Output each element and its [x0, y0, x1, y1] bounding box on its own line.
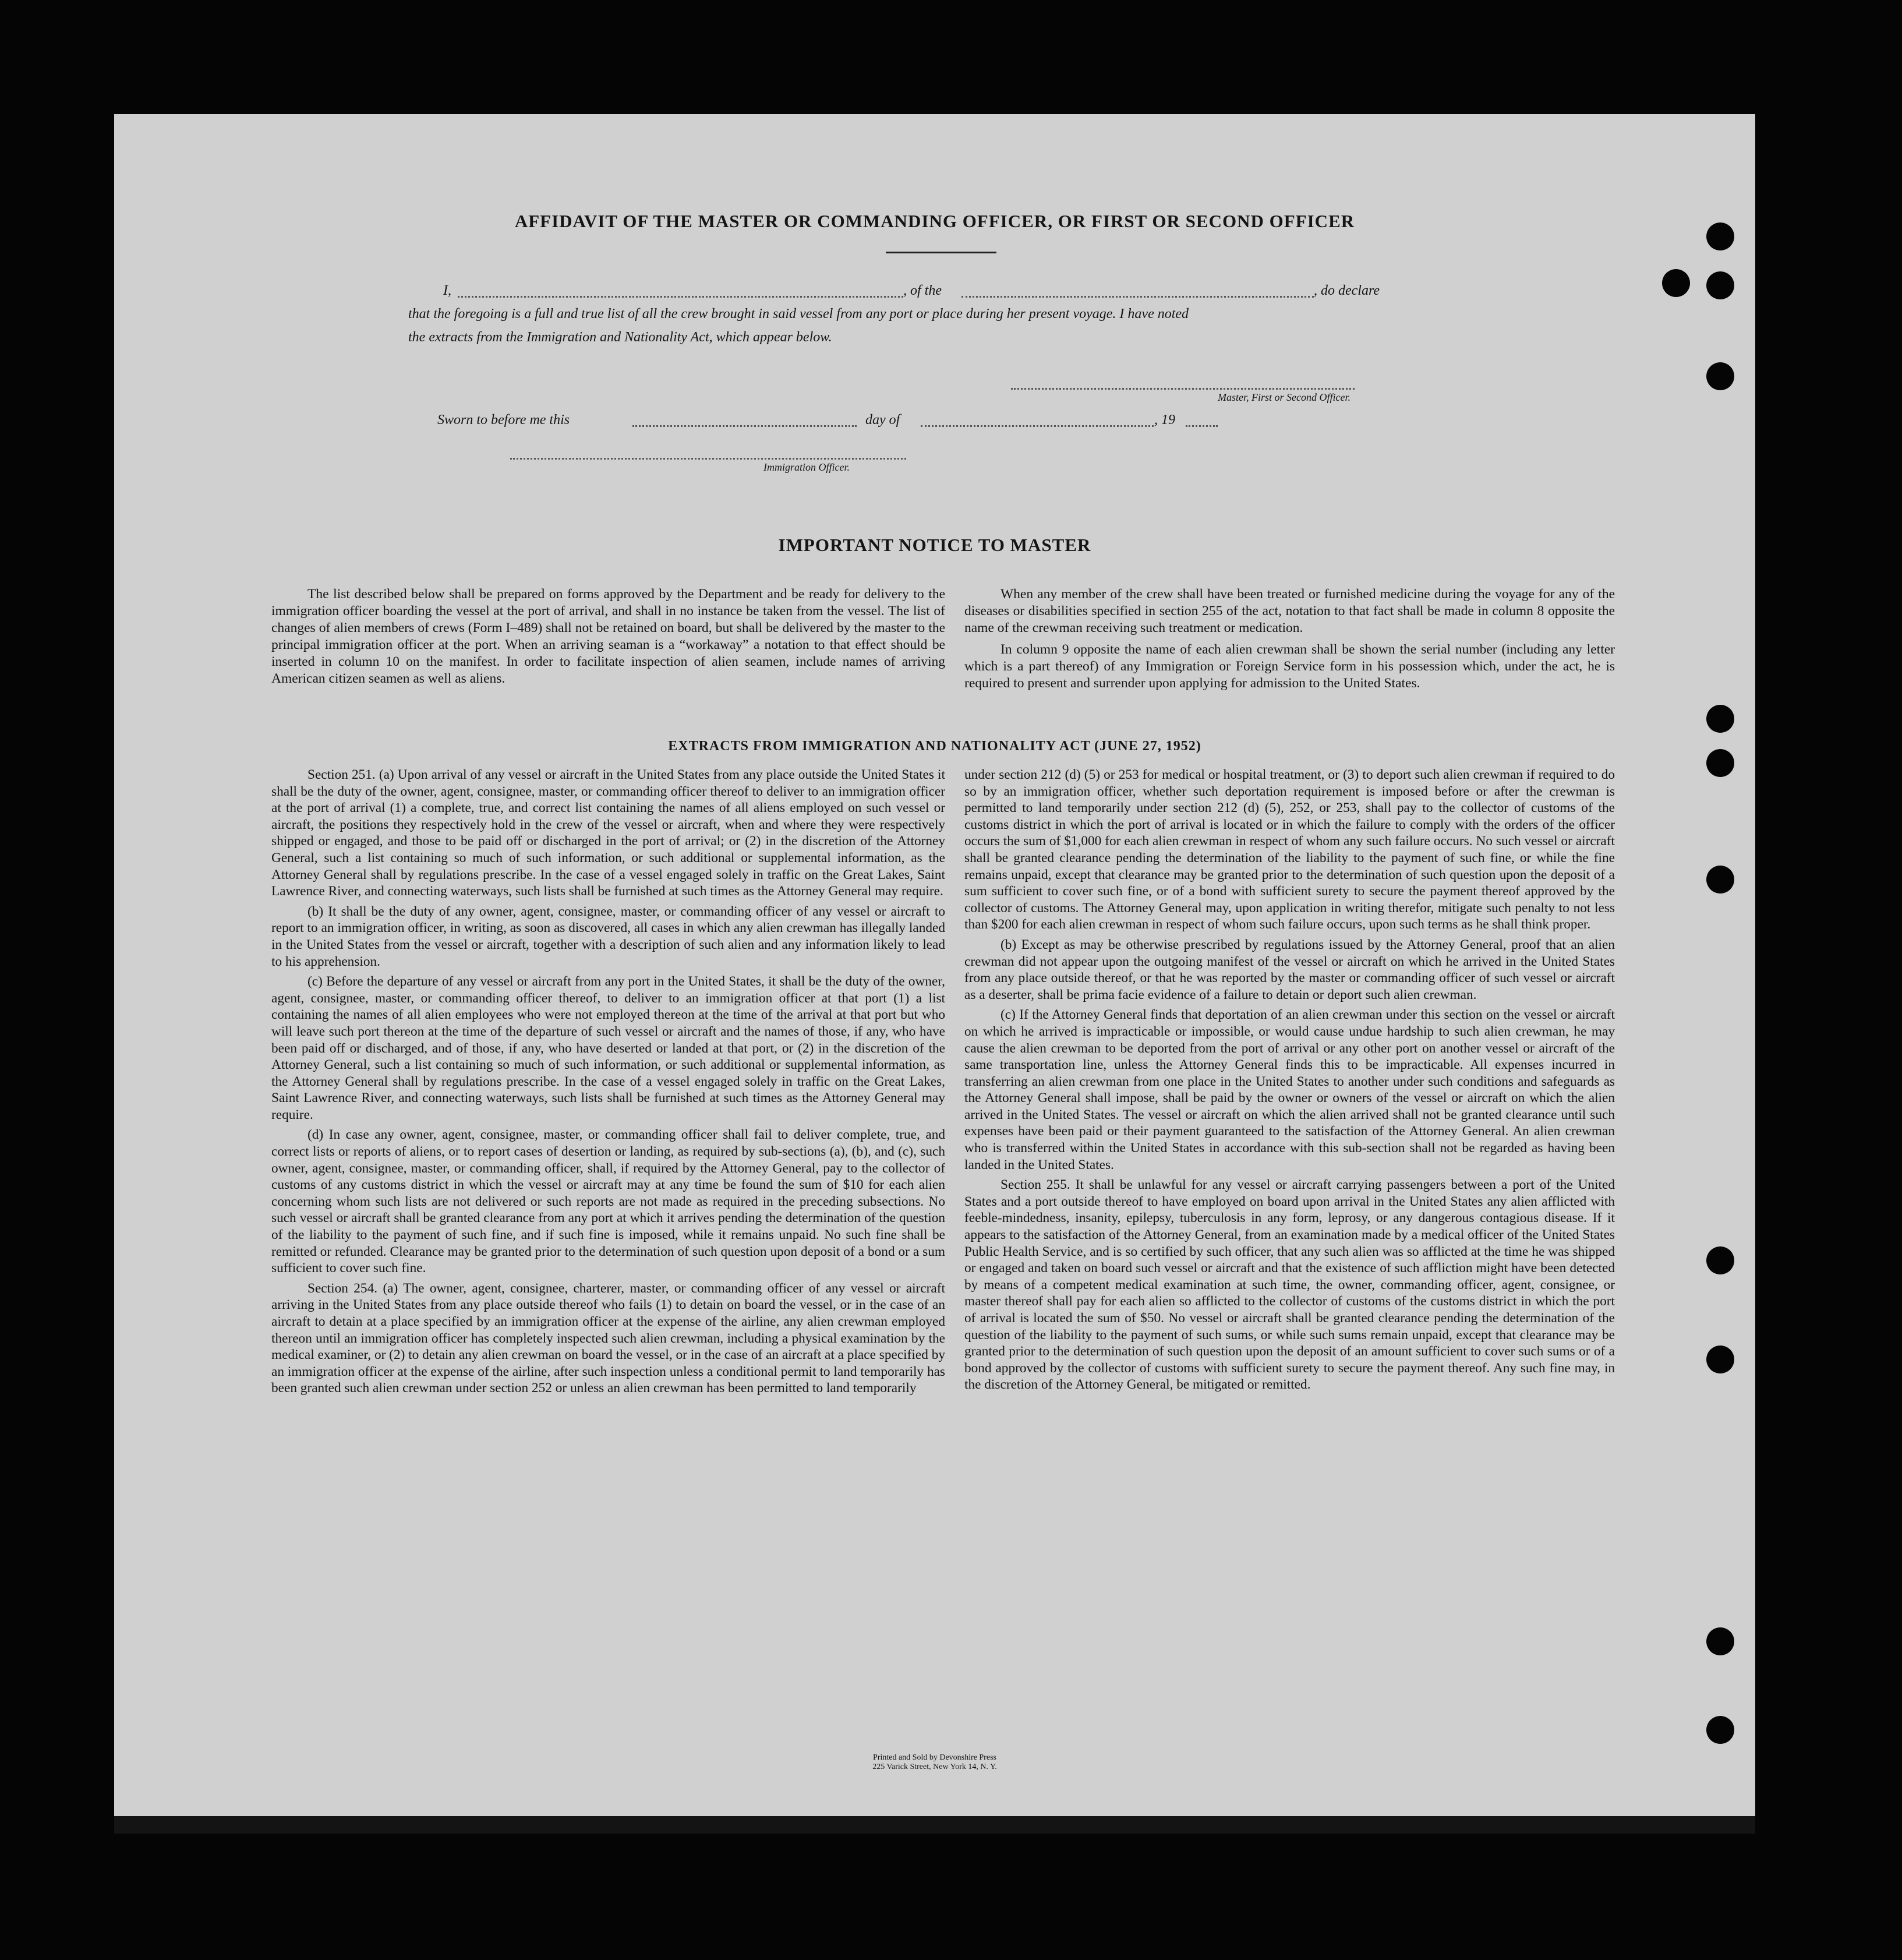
sworn-date-blank	[632, 425, 857, 427]
section-254-c: (c) If the Attorney General finds that deportation of an alien crewman under this section on the vessel or aircraft on which he arrived is impracticable or impossible, or would cause undue hardship to such alien crewman, he may cause the alien crewman to be deported from the port of arrival or any other port on another vessel or aircraft of the same transportation line, unless the Attorney General finds this to be impracticable. All expenses incurred in transferring an alien crewman from one place in the United States to another under such conditions and safeguards as the Attorney General shall impose, shall be paid by the owner or owners of the vessel or aircraft on which the alien arrived in the United States. The vessel or aircraft on which the alien arrived shall not be granted clearance until such expenses have been paid or their payment guaranteed to the satisfaction of the Attorney General. An alien crewman who is transferred within the United States in accordance with this sub-section shall not be regarded as having been landed in the United States.	[964, 1007, 1615, 1173]
immigration-officer-caption: Immigration Officer.	[763, 461, 850, 473]
printer-line-2: 225 Varick Street, New York 14, N. Y.	[872, 1763, 997, 1771]
document-page	[114, 114, 1755, 1816]
declaration-line-3: the extracts from the Immigration and Nationality Act, which appear below.	[408, 330, 832, 345]
page-shadow	[114, 1816, 1755, 1834]
immigration-officer-line	[510, 458, 906, 460]
section-254-b: (b) Except as may be otherwise prescribed by regulations issued by the Attorney General, proof that an alien crewman did not appear upon the outgoing manifest of the vessel or aircraft on which he arrived in the United States from any place outside thereof, or that he was reported by the master or commanding officer of such vessel or aircraft as a deserter, shall be prima facie evidence of a failure to detain or deport such alien crewman.	[964, 937, 1615, 1002]
binder-hole	[1706, 223, 1734, 250]
printer-line-1: Printed and Sold by Devonshire Press	[873, 1753, 996, 1762]
day-of-label: day of	[865, 412, 900, 428]
section-251-d: (d) In case any owner, agent, consignee, master, or commanding officer shall fail to deliver complete, true, and correct lists or reports of aliens, or to report cases of desertion or landing, as required by sub-sections (a), (b), and (c), such owner, agent, consignee, master, or commanding officer, shall, if required by the Attorney General, pay to the collector of customs of any customs district in which the vessel or aircraft may at any time be found the sum of $10 for each alien concerning whom such lists are not delivered or such reports are not made as required in the preceding subsections. No such vessel or aircraft shall be granted clearance from any port at which it arrives pending the determination of the question of the liability to the payment of such fine, and if such fine is imposed, while it remains unpaid. No such fine shall be remitted or refunded. Clearance may be granted prior to the determination of such question upon deposit of a bond or a sum sufficient to cover such fine.	[271, 1127, 945, 1276]
extracts-left-column	[271, 767, 945, 1400]
section-251-b: (b) It shall be the duty of any owner, agent, consignee, master, or commanding officer of any vessel or aircraft to report to an immigration officer, in writing, as soon as discovered, all cases in which any alien crewman has illegally landed in the United States from the vessel or aircraft, together with a description of such alien and any information likely to lead to his apprehension.	[271, 903, 945, 969]
printer-imprint	[114, 1753, 1755, 1772]
master-signature-line	[1011, 388, 1355, 390]
extracts-right-column	[964, 767, 1615, 1397]
notice-left-column	[271, 586, 945, 691]
binder-hole	[1706, 1627, 1734, 1655]
binder-hole	[1706, 705, 1734, 733]
declarant-name-blank	[458, 296, 903, 298]
notice-right-paragraph-1: When any member of the crew shall have been treated or furnished medicine during the voyage for any of the diseases or disabilities specified in section 255 of the act, notation to that fact shall be made in column 8 opposite the name of the crewman receiving such treatment or medication.	[964, 587, 1615, 635]
title-rule	[886, 252, 996, 253]
binder-hole	[1706, 1716, 1734, 1744]
extracts-title: EXTRACTS FROM IMMIGRATION AND NATIONALITY ACT (JUNE 27, 1952)	[668, 739, 1201, 754]
declaration-declare: , do declare	[1314, 283, 1380, 298]
master-caption: Master, First or Second Officer.	[1218, 391, 1351, 403]
declaration-line-2: that the foregoing is a full and true list of all the crew brought in said vessel from any port or place during her present voyage. I have noted	[408, 306, 1189, 322]
notice-title: IMPORTANT NOTICE TO MASTER	[778, 535, 1091, 555]
binder-hole	[1706, 362, 1734, 390]
binder-hole	[1706, 271, 1734, 299]
sworn-year-blank	[1186, 425, 1218, 427]
affidavit-title: AFFIDAVIT OF THE MASTER OR COMMANDING OFFICER, OR FIRST OR SECOND OFFICER	[514, 211, 1355, 231]
section-251-c: (c) Before the departure of any vessel or aircraft from any port in the United States, it shall be the duty of the owner, agent, consignee, master, or commanding officer thereof, to deliver to an immigration officer at that port (1) a list containing the names of all alien employees who were not employed thereon at the time of the arrival at that port but who will leave such port thereon at the time of the departure of such vessel or aircraft and the names of those, if any, who have been paid off or discharged, and of those, if any, who have deserted or landed at that port, or (2) in the discretion of the Attorney General, such a list containing so much of such information, or such additional or supplemental information, as the Attorney General shall by regulations prescribe. In the case of a vessel engaged solely in traffic on the Great Lakes, Saint Lawrence River, and connecting waterways, such lists shall be furnished at such times as the Attorney General may require.	[271, 974, 945, 1122]
binder-hole	[1706, 749, 1734, 777]
section-251-a: Section 251. (a) Upon arrival of any vessel or aircraft in the United States from any place outside the United States it shall be the duty of the owner, agent, consignee, master, or commanding officer thereof to deliver to an immigration officer at the port of arrival (1) a complete, true, and correct list containing the names of all aliens employed on such vessel or aircraft, the positions they respectively hold in the crew of the vessel or aircraft, when and where they were respectively shipped or engaged, and those to be paid off or discharged in the port of arrival; or (2) in the discretion of the Attorney General, such a list containing so much of such information, or such additional or supplemental information, as the Attorney General shall by regulations prescribe. In the case of a vessel engaged solely in traffic on the Great Lakes, Saint Lawrence River, and connecting waterways, such lists shall be furnished at such times as the Attorney General may require.	[271, 767, 945, 899]
year-prefix: , 19	[1154, 412, 1175, 428]
binder-hole	[1706, 866, 1734, 894]
binder-hole	[1706, 1345, 1734, 1373]
sworn-label: Sworn to before me this	[437, 412, 570, 428]
section-254-a-continued: under section 212 (d) (5) or 253 for medical or hospital treatment, or (3) to deport such alien crewman if required to do so by an immigration officer, whether such deportation requirement is imposed before or after the crewman is permitted to land temporarily under section 212 (d) (5), 252, or 253, shall pay to the collector of customs of the customs district in which the port of arrival is located or in which the failure to comply with the orders of the officer occurs the sum of $1,000 for each alien crewman in respect of whom any such failure occurs. No such vessel or aircraft shall be granted clearance pending the determination of the liability to the payment of such fine, or while the fine remains unpaid, except that clearance may be granted prior to the determination of such question upon the deposit of a sum sufficient to cover such fine, or of a bond with sufficient surety to secure the payment thereof approved by the collector of customs. The Attorney General may, upon application in writing therefor, mitigate such penalty to not less than $200 for each alien crewman in respect of whom such failure occurs, upon such terms as he shall think proper.	[964, 767, 1615, 933]
binder-hole	[1662, 269, 1690, 297]
vessel-name-blank	[961, 296, 1314, 298]
section-254-a: Section 254. (a) The owner, agent, consignee, charterer, master, or commanding officer of any vessel or aircraft arriving in the United States from any place outside thereof who fails (1) to detain on board the vessel, or in the case of an aircraft to detain at a place specified by an immigration officer at the expense of the airline, any alien crewman employed thereon until an immigration officer has completely inspected such alien crewman, including a physical examination by the medical examiner, or (2) to detain any alien crewman on board the vessel, or in the case of an aircraft at a place specified by an immigration officer at the expense of the airline, after such inspection unless a conditional permit to land temporarily has been granted such alien crewman under section 252 or unless an alien crewman has been permitted to land temporarily	[271, 1280, 945, 1396]
sworn-month-blank	[921, 425, 1154, 427]
notice-right-paragraph-2: In column 9 opposite the name of each alien crewman shall be shown the serial number (including any letter which is a part thereof) of any Immigration or Foreign Service form in his possession which, under the act, he is required to present and surrender upon applying for admission to the United States.	[964, 642, 1615, 691]
declaration-i: I,	[443, 283, 451, 298]
notice-right-column	[964, 586, 1615, 695]
notice-left-paragraph: The list described below shall be prepared on forms approved by the Department and be ready for delivery to the immigration officer boarding the vessel at the port of arrival, and shall in no instance be taken from the vessel. The list of changes of alien members of crews (Form I–489) shall not be retained on board, but shall be delivered by the master to the principal immigration officer at the port. When an arriving seaman is a “workaway” a notation to that effect should be inserted in column 10 on the manifest. In order to facilitate inspection of alien seamen, include names of arriving American citizen seamen as well as aliens.	[271, 587, 945, 686]
section-255: Section 255. It shall be unlawful for any vessel or aircraft carrying passengers between a port of the United States and a port outside thereof to have employed on board upon arrival in the United States any alien afflicted with feeble-mindedness, insanity, epilepsy, tuberculosis in any form, leprosy, or any dangerous contagious disease. If it appears to the satisfaction of the Attorney General, from an examination made by a medical officer of the United States Public Health Service, and is so certified by such officer, that any such alien was so afflicted at the time he was shipped or engaged and taken on board such vessel or aircraft and that the existence of such affliction might have been detected by means of a competent medical examination at such time, the owner, commanding officer, agent, consignee, or master thereof shall pay for each alien so afflicted to the collector of customs of the customs district in which the port of arrival is located the sum of $50. No vessel or aircraft shall be granted clearance pending the determination of the question of the liability to the payment of such sums, or while such sums remain unpaid, except that clearance may be granted prior to the determination of such question upon the deposit of an amount sufficient to cover such sums or of a bond approved by the collector of customs with sufficient surety to secure the payment thereof. Any such fine may, in the discretion of the Attorney General, be mitigated or remitted.	[964, 1177, 1615, 1393]
declaration-of-the: , of the	[903, 283, 942, 298]
binder-hole	[1706, 1246, 1734, 1274]
